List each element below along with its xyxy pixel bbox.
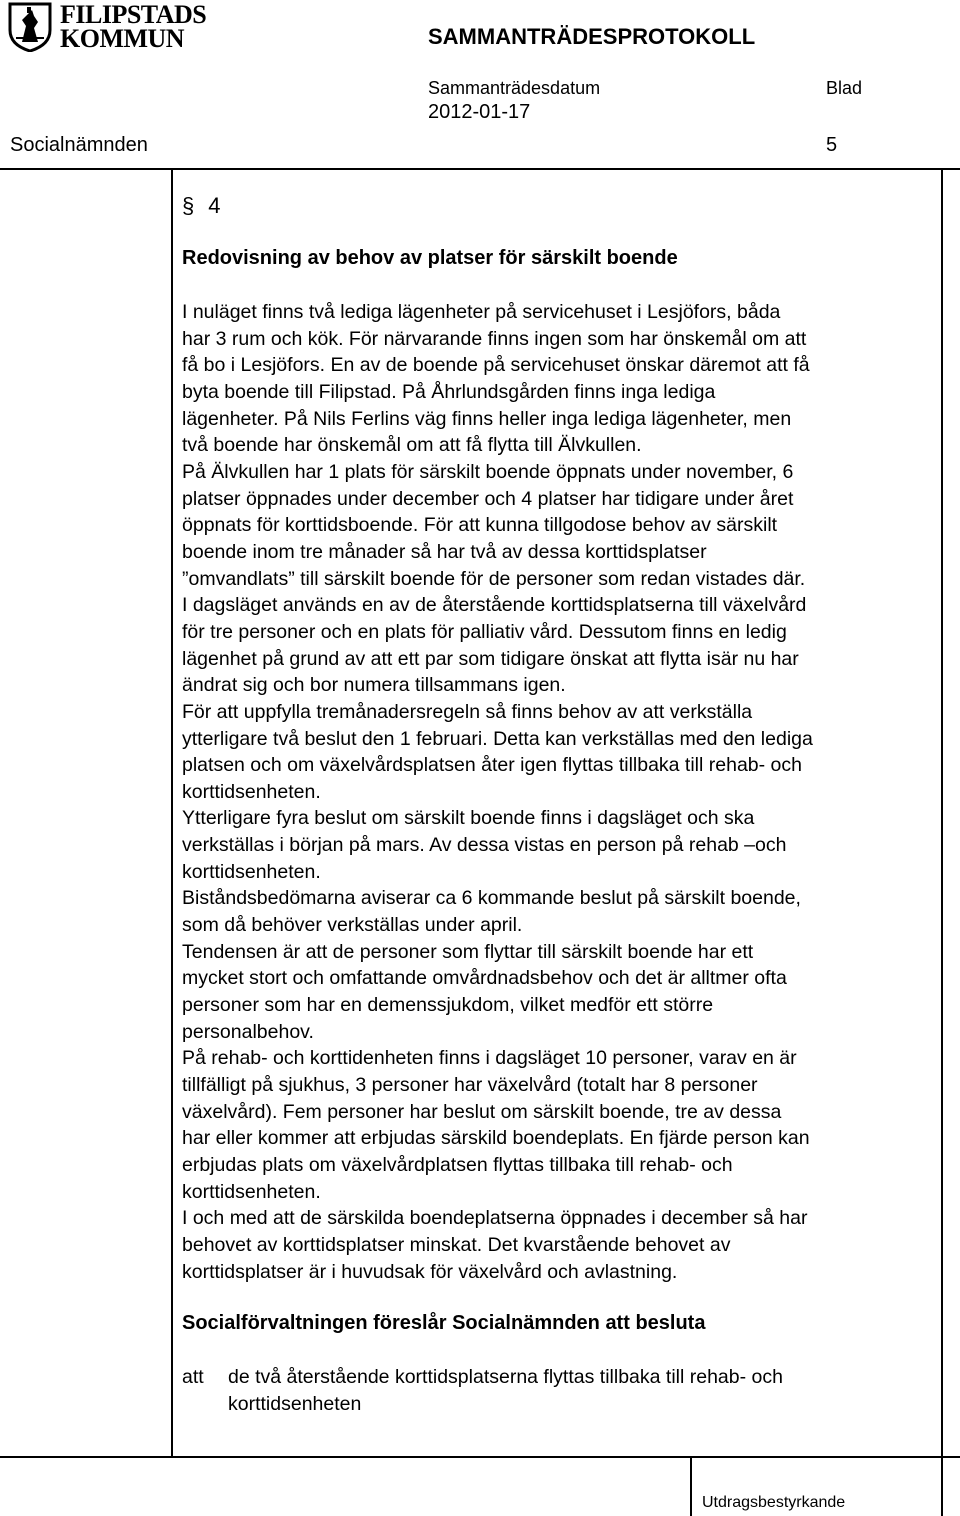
page-number: 5 — [826, 134, 838, 156]
body-line: ”omvandlats” till särskilt boende för de personer som redan vistades där. — [182, 567, 806, 590]
body-line: som då behöver verkställas under april. — [182, 914, 523, 937]
body-line: behovet av korttidsplatser minskat. Det kvarstående behovet av — [182, 1233, 731, 1256]
committee-name: Socialnämnden — [10, 134, 148, 156]
municipal-crest-icon — [8, 2, 52, 52]
header-divider — [0, 168, 960, 170]
body-line: personer som har en demenssjukdom, vilket medför ett större — [182, 994, 714, 1017]
decision-line-continued: korttidsenheten — [228, 1393, 362, 1415]
body-line: I nuläget finns två lediga lägenheter på servicehuset i Lesjöfors, båda — [182, 301, 781, 323]
certification-label: Utdragsbestyrkande — [702, 1494, 846, 1511]
proposal-decision — [182, 1364, 783, 1418]
body-line: I dagsläget används en av de återstående korttidsplatserna till växelvård — [182, 594, 807, 617]
item-body — [182, 299, 942, 1285]
body-line: ändrat sig och bor numera tillsammans igen. — [182, 674, 566, 697]
body-line: personalbehov. — [182, 1020, 314, 1043]
body-line: mycket stort och omfattande omvårdnadsbehov och det är alltmer ofta — [182, 967, 787, 990]
body-line: För att uppfylla tremånadersregeln så finns behov av att verkställa — [182, 700, 753, 723]
body-line: har 3 rum och kök. För närvarande finns ingen som har önskemål om att — [182, 327, 807, 350]
body-line: erbjudas plats om växelvårdplatsen flyttas tillbaka till rehab- och — [182, 1154, 733, 1176]
body-line: Ytterligare fyra beslut om särskilt boende finns i dagsläget och ska — [182, 807, 755, 830]
body-line: för tre personer och en plats för palliativ vård. Dessutom finns en ledig — [182, 620, 787, 643]
footer-divider — [0, 1456, 960, 1458]
municipality-logo — [8, 2, 218, 52]
body-line: På Älvkullen har 1 plats för särskilt boende öppnats under november, 6 — [182, 460, 794, 483]
left-margin-line — [171, 168, 173, 1458]
body-line: två boende har önskemål om att få flytta till Älvkullen. — [182, 434, 642, 457]
footer-box-line — [690, 1456, 692, 1516]
body-line: ytterligare två beslut den 1 februari. Detta kan verkställas med den lediga — [182, 727, 813, 750]
decision-text: de två återstående korttidsplatserna flyttas tillbaka till rehab- och — [228, 1366, 783, 1388]
body-line: korttidsenheten. — [182, 860, 321, 883]
meeting-date-label: Sammanträdesdatum — [428, 78, 601, 98]
body-line: platser öppnades under december och 4 platser har tidigare under året — [182, 487, 794, 510]
meeting-date: 2012-01-17 — [428, 101, 531, 123]
item-title: Redovisning av behov av platser för särskilt boende — [182, 247, 678, 269]
body-line: På rehab- och korttidenheten finns i dagsläget 10 personer, varav en är — [182, 1047, 797, 1070]
body-line: platsen och om växelvårdsplatsen åter igen flyttas tillbaka till rehab- och — [182, 754, 802, 777]
body-line: korttidsenheten. — [182, 1180, 321, 1203]
body-line: korttidsenheten. — [182, 780, 321, 803]
body-line: växelvård). Fem personer har beslut om särskilt boende, tre av dessa — [182, 1100, 782, 1123]
body-line: lägenhet på grund av att ett par som tidigare önskat att flytta isär nu har — [182, 647, 799, 670]
item-number-value: 4 — [208, 193, 221, 218]
body-line: lägenheter. På Nils Ferlins väg finns heller inga lediga lägenheter, men — [182, 407, 792, 430]
body-line: Tendensen är att de personer som flyttar till särskilt boende har ett — [182, 940, 754, 963]
document-type: SAMMANTRÄDESPROTOKOLL — [428, 24, 756, 49]
body-line: öppnats för korttidsboende. För att kunna tillgodose behov av särskilt — [182, 514, 778, 537]
body-line: byta boende till Filipstad. På Åhrlundsgården finns inga lediga — [182, 380, 716, 403]
body-line: I och med att de särskilda boendeplatserna öppnades i december så har — [182, 1207, 808, 1230]
body-line: Biståndsbedömarna aviserar ca 6 kommande beslut på särskilt boende, — [182, 887, 801, 910]
logo-text-line1: FILIPSTADS — [60, 0, 207, 29]
item-number — [182, 193, 221, 219]
body-line: har eller kommer att erbjudas särskild boendeplats. En fjärde person kan — [182, 1127, 810, 1150]
decision-line — [182, 1364, 783, 1391]
body-line: tillfälligt på sjukhus, 3 personer har växelvård (totalt har 8 personer — [182, 1074, 758, 1097]
body-line: verkställas i början på mars. Av dessa vistas en person på rehab –och — [182, 834, 787, 857]
body-line: få bo i Lesjöfors. En av de boende på servicehuset önskar däremot att få — [182, 354, 810, 377]
page-label: Blad — [826, 78, 863, 98]
decision-lead-word: att — [182, 1366, 204, 1388]
paragraph-symbol: § — [182, 193, 195, 218]
body-line: korttidsplatser är i huvudsak för växelvård och avlastning. — [182, 1260, 678, 1283]
body-line: boende inom tre månader så har två av dessa korttidsplatser — [182, 540, 707, 563]
proposal-heading: Socialförvaltningen föreslår Socialnämnden att besluta — [182, 1312, 706, 1334]
logo-text-line2: KOMMUN — [60, 24, 185, 53]
